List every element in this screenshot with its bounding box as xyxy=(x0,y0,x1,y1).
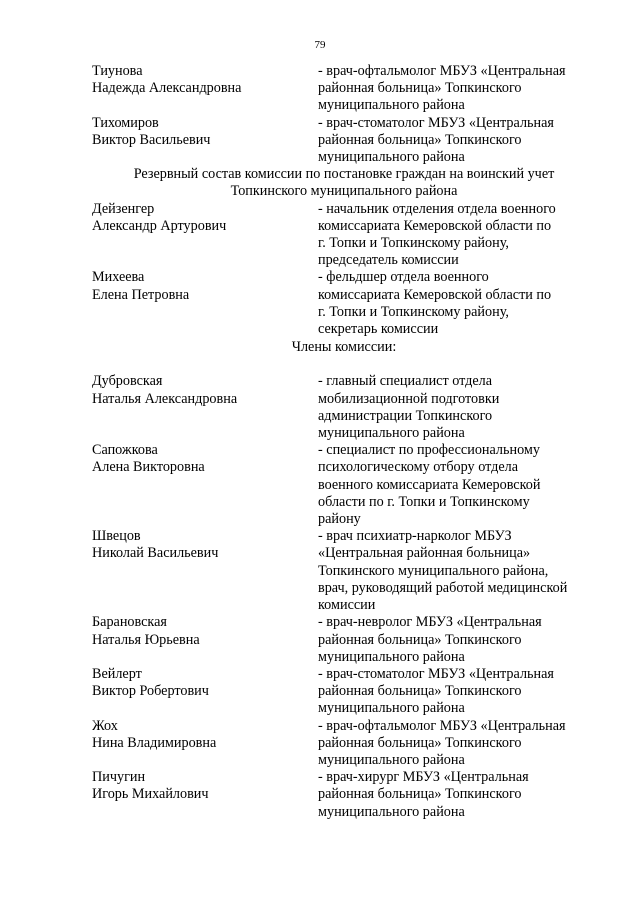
member-given-names: Нина Владимировна xyxy=(92,734,217,751)
member-role-line: - фельдшер отдела военного xyxy=(318,269,489,286)
member-role-line: мобилизационной подготовки xyxy=(318,390,500,407)
member-role-line: комиссариата Кемеровской области по xyxy=(318,217,552,234)
member-name xyxy=(92,528,318,562)
member-role-line: г. Топки и Топкинскому району, xyxy=(318,235,509,252)
member-role-line: психологическому отбору отдела xyxy=(318,459,519,476)
member-name xyxy=(92,718,318,752)
member-given-names: Виктор Васильевич xyxy=(92,131,211,148)
member-role-line: районная больница» Топкинского xyxy=(318,131,522,148)
member-entry xyxy=(92,63,596,115)
member-role-line: районная больница» Топкинского xyxy=(318,734,522,751)
member-name xyxy=(92,614,318,648)
member-role-line: военного комиссариата Кемеровской xyxy=(318,476,541,493)
member-surname: Тиунова xyxy=(92,63,143,79)
member-entry xyxy=(92,373,596,442)
member-name xyxy=(92,666,318,700)
member-entry xyxy=(92,269,596,338)
members-heading: Члены комиссии: xyxy=(291,339,397,356)
member-role-line: муниципального района xyxy=(318,425,465,442)
member-role-line: комиссариата Кемеровской области по xyxy=(318,286,552,303)
member-role-line: муниципального района xyxy=(318,751,465,768)
member-name xyxy=(92,269,318,303)
member-surname: Тихомиров xyxy=(92,114,159,131)
member-role-line: - врач-стоматолог МБУЗ «Центральная xyxy=(318,114,554,131)
member-role xyxy=(318,614,596,666)
member-role-line: председатель комиссии xyxy=(318,252,459,269)
member-role xyxy=(318,528,596,614)
member-surname: Жох xyxy=(92,717,118,734)
member-entry xyxy=(92,666,596,718)
member-role xyxy=(318,718,596,770)
member-entry xyxy=(92,769,596,821)
member-given-names: Надежда Александровна xyxy=(92,80,242,97)
member-role xyxy=(318,666,596,718)
member-role-line: врач, руководящий работой медицинской xyxy=(318,579,568,596)
page-number: 79 xyxy=(314,39,326,51)
reserve-members xyxy=(92,373,596,820)
member-surname: Дубровская xyxy=(92,373,163,390)
member-surname: Михеева xyxy=(92,269,145,286)
member-given-names: Наталья Александровна xyxy=(92,390,238,407)
member-surname: Барановская xyxy=(92,614,167,631)
member-given-names: Елена Петровна xyxy=(92,286,190,303)
member-role xyxy=(318,63,596,115)
member-role-line: секретарь комиссии xyxy=(318,321,439,338)
member-surname: Пичугин xyxy=(92,769,146,786)
member-role-line: администрации Топкинского xyxy=(318,407,493,424)
member-entry xyxy=(92,115,596,167)
member-name xyxy=(92,115,318,149)
member-given-names: Александр Артурович xyxy=(92,217,227,234)
member-entry xyxy=(92,442,596,528)
member-role xyxy=(318,115,596,167)
reserve-heading-line-2: Топкинского муниципального района xyxy=(230,183,458,200)
member-role xyxy=(318,769,596,821)
member-entry xyxy=(92,718,596,770)
main-members-continued xyxy=(92,63,596,166)
member-surname: Вейлерт xyxy=(92,665,142,682)
member-role-line: муниципального района xyxy=(318,700,465,717)
member-name xyxy=(92,373,318,407)
member-role-line: районная больница» Топкинского xyxy=(318,683,522,700)
member-entry xyxy=(92,614,596,666)
member-entry xyxy=(92,528,596,614)
member-role xyxy=(318,269,596,338)
member-role-line: муниципального района xyxy=(318,149,465,166)
member-given-names: Игорь Михайлович xyxy=(92,786,209,803)
member-surname: Сапожкова xyxy=(92,442,158,459)
member-role xyxy=(318,201,596,270)
member-role-line: области по г. Топки и Топкинскому xyxy=(318,493,530,510)
member-role-line: - врач-хирург МБУЗ «Центральная xyxy=(318,769,529,786)
member-given-names: Наталья Юрьевна xyxy=(92,631,200,648)
commission-list xyxy=(92,63,596,821)
member-role-line: комиссии xyxy=(318,597,376,614)
member-role-line: - начальник отделения отдела военного xyxy=(318,200,556,217)
reserve-leadership xyxy=(92,201,596,339)
member-role-line: - врач-стоматолог МБУЗ «Центральная xyxy=(318,665,554,682)
member-role xyxy=(318,442,596,528)
member-role-line: районная больница» Топкинского xyxy=(318,631,522,648)
member-role-line: районная больница» Топкинского xyxy=(318,786,522,803)
member-given-names: Виктор Робертович xyxy=(92,683,209,700)
member-role-line: «Центральная районная больница» xyxy=(318,545,531,562)
member-role-line: - врач психиатр-нарколог МБУЗ xyxy=(318,528,512,545)
member-surname: Швецов xyxy=(92,528,141,545)
member-role-line: муниципального района xyxy=(318,648,465,665)
member-role-line: районная больница» Топкинского xyxy=(318,80,522,97)
member-role-line: - специалист по профессиональному xyxy=(318,442,540,459)
member-name xyxy=(92,201,318,235)
member-role-line: - врач-невролог МБУЗ «Центральная xyxy=(318,614,542,631)
member-given-names: Николай Васильевич xyxy=(92,545,219,562)
member-surname: Дейзенгер xyxy=(92,200,155,217)
member-role-line: г. Топки и Топкинскому району, xyxy=(318,303,509,320)
member-role xyxy=(318,373,596,442)
member-role-line: Топкинского муниципального района, xyxy=(318,562,549,579)
reserve-heading-line-1: Резервный состав комиссии по постановке граждан на воинский учет xyxy=(133,166,555,183)
member-given-names: Алена Викторовна xyxy=(92,459,205,476)
member-entry xyxy=(92,201,596,270)
member-name xyxy=(92,442,318,476)
member-role-line: району xyxy=(318,511,361,528)
member-role-line: - врач-офтальмолог МБУЗ «Центральная xyxy=(318,63,566,79)
member-name xyxy=(92,769,318,803)
reserve-heading xyxy=(92,166,596,200)
member-role-line: муниципального района xyxy=(318,97,465,114)
member-name xyxy=(92,63,318,97)
member-role-line: муниципального района xyxy=(318,803,465,820)
member-role-line: - врач-офтальмолог МБУЗ «Центральная xyxy=(318,717,566,734)
member-role-line: - главный специалист отдела xyxy=(318,373,493,390)
